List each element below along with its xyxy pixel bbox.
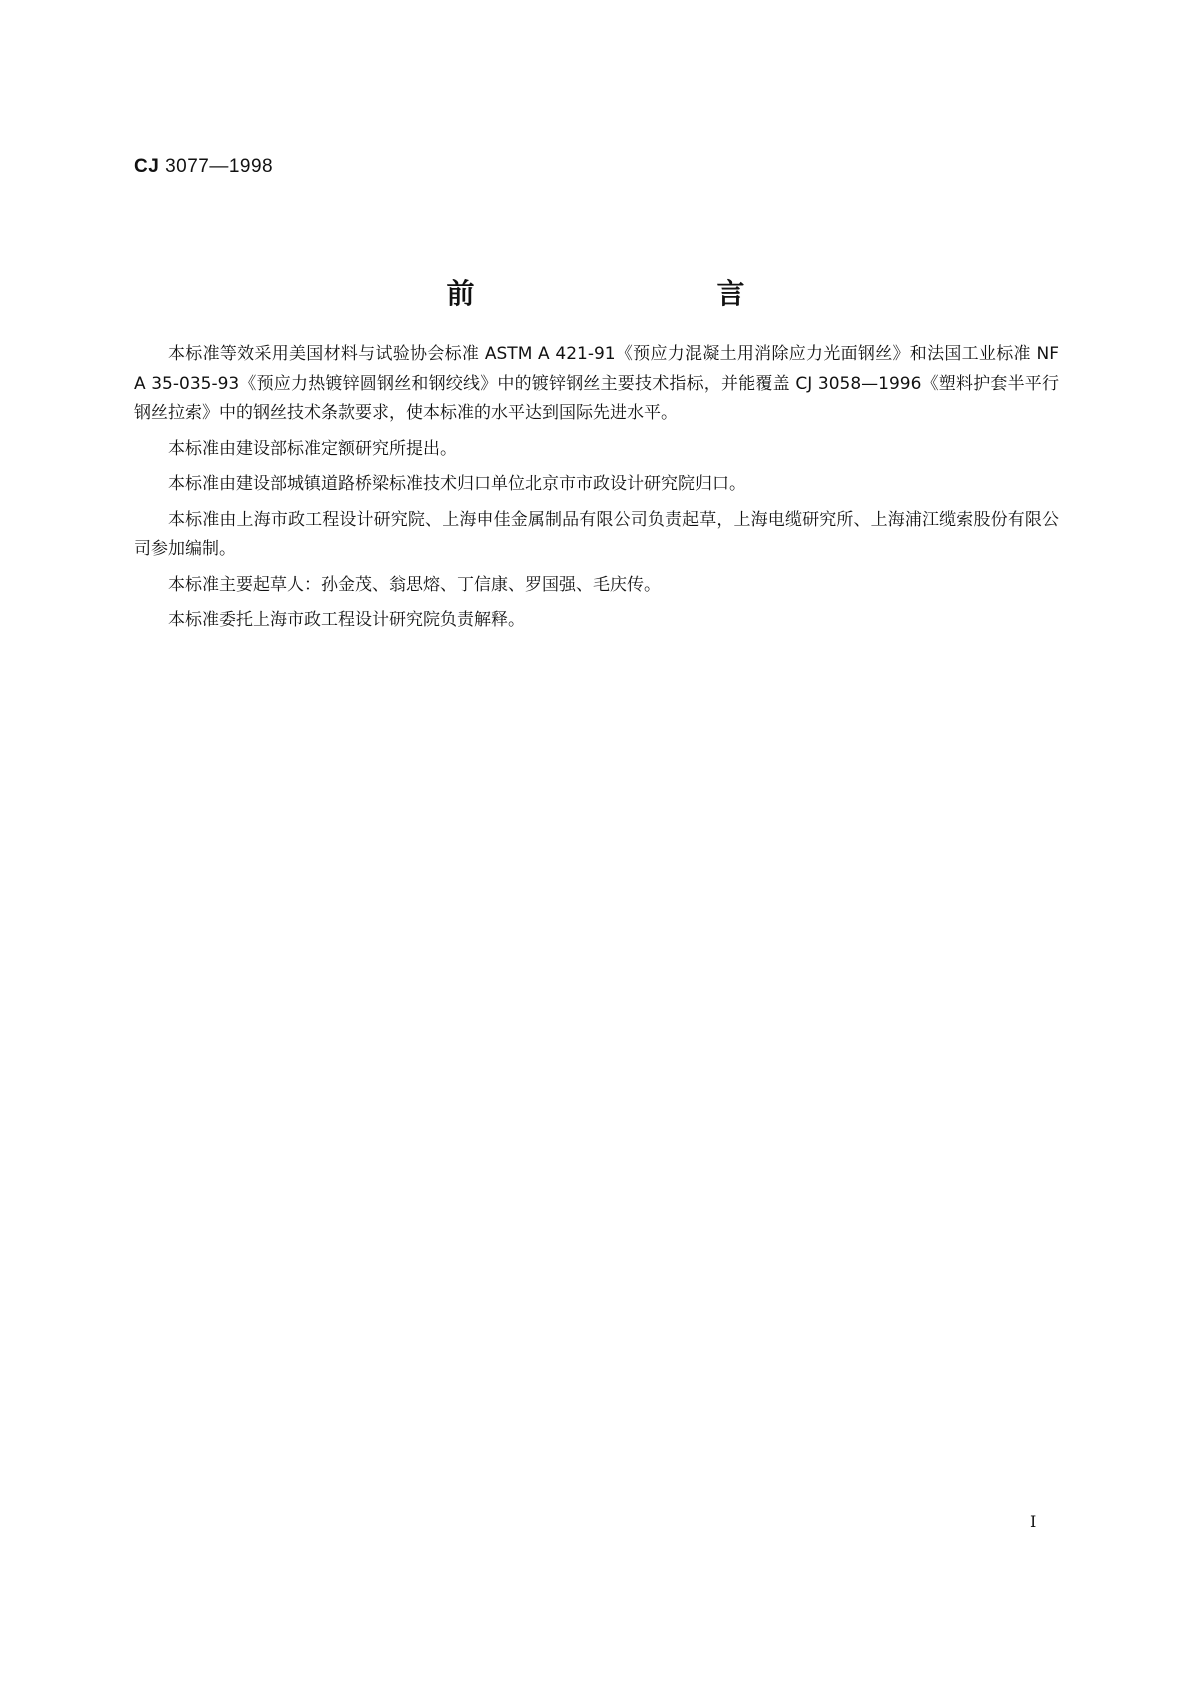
paragraph-drafting-units: 本标准由上海市政工程设计研究院、上海申佳金属制品有限公司负责起草，上海电缆研究所、上海浦江缆索股份有限公司参加编制。 [134, 509, 1059, 559]
paragraph-adoption: 本标准等效采用美国材料与试验协会标准 ASTM A 421-91《预应力混凝土用消除应力光面钢丝》和法国工业标准 NF A 35-035-93《预应力热镀锌圆钢丝和钢绞线》中的镀锌钢丝主要技术指标，并能覆盖 CJ 3058—1996《塑料护套半平行钢丝拉索》中的钢丝技术条款要求，使本标准的水平达到国际先进水平。 [134, 344, 1059, 423]
standard-code-header [134, 156, 273, 178]
paragraph-main-drafters: 本标准主要起草人：孙金茂、翁思熔、丁信康、罗国强、毛庆传。 [168, 574, 661, 595]
paragraph-proposer: 本标准由建设部标准定额研究所提出。 [168, 438, 457, 459]
standard-number: 3077—1998 [165, 156, 274, 177]
foreword-body [134, 340, 1059, 642]
page-title: 前 言 [446, 277, 807, 310]
paragraph-interpretation: 本标准委托上海市政工程设计研究院负责解释。 [168, 610, 525, 630]
page-number: I [1030, 1512, 1037, 1531]
paragraph-centralized-unit: 本标准由建设部城镇道路桥梁标准技术归口单位北京市市政设计研究院归口。 [168, 474, 746, 494]
standard-prefix: CJ [134, 156, 160, 177]
